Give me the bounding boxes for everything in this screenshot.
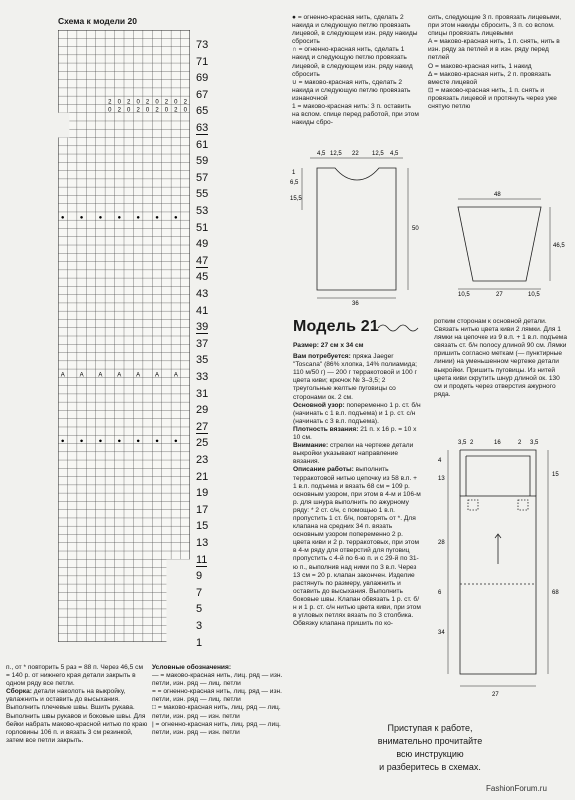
row-number: 67 [196,88,209,101]
row-number: 31 [196,387,209,400]
pattern-bag [430,434,570,704]
dim-label: 12,5 [330,151,342,157]
knitting-chart [58,30,190,642]
chart-notch [58,113,69,138]
stitch-symbol: 2 [145,99,150,106]
stitch-symbol: A [60,372,65,379]
dim-label: 15,5 [290,196,302,202]
legend-item: 1 = маково-красная нить: 3 п. оставить на вспом. спице перед работой, при этом накиды сбро- [292,103,419,127]
pattern-heading: Основной узор: [293,401,345,409]
legend-item: ● = огненно-красная нить, сделать 2 накида и следующую петлю провязать лицевой, в следующем изн. ряду накиды сбросить [292,14,418,46]
stitch-symbol: A [98,372,103,379]
legend-item: сить, следующие 3 п. провязать лицевыми, при этом накиды сбросить, 3 п. со вспом. спицы провязать лицевыми [428,14,562,38]
stitch-symbol: 0 [127,107,131,114]
legend [152,664,284,737]
row-number: 5 [196,603,203,616]
row-number: 71 [196,55,209,68]
row-number: 7 [196,586,203,599]
dim-label: 13 [438,476,445,482]
model21-text-cont [434,318,568,399]
row-number: 49 [196,238,209,251]
pattern-sleeve [436,185,566,300]
wave-ornament-icon [378,322,422,334]
row-number: 37 [196,337,209,350]
row-number: 59 [196,155,209,168]
legend-item: ⊡ = маково-красная нить, 1 п. снять и провязать лицевой и протянуть через уже снятую петлю [428,86,557,111]
row-number: 61 [196,138,209,151]
density-heading: Плотность вязания: [293,425,359,433]
stitch-symbol: 0 [145,107,150,114]
stitch-symbol: ● [98,215,103,222]
stitch-symbol: A [117,372,122,379]
stitch-symbol: 0 [174,99,178,106]
paragraph: ротким сторонам к основной детали. Связать нитью цвета киви 2 лямки. Для 1 лямки на цепочке из 9 в.п. + 1 в.п. подъема связать ст. б/н полосу длиной 90 см. Лямки пришить согласно меткам (— пунктирные линии) на уменьшенном чертеже детали выкройки. Пришить пуговицы. Из нитей цвета киви скрутить шнур длиной ок. 130 см и продеть через отверстия ажурного ряда. [434,318,567,398]
stitch-symbol: A [154,372,160,379]
dim-label: 2 [470,440,474,446]
stitch-symbol: 2 [127,99,131,106]
row-number: 51 [196,221,209,234]
dim-label: 4,5 [390,151,399,157]
dim-label: 22 [352,151,359,157]
density-body: 21 п. x 16 р. = 10 x 10 см. [293,425,417,442]
size-line: Размер: 27 см x 34 см [293,342,364,349]
assembly-body: детали наколоть на выкройку, увлажнить и оставить до высыхания. Выполнить плечевые швы. Вшить рукава. Выполнить швы рукавов и боковые швы. Для бейки набрать маково-красной нитью по краю горловины 106 п. и вязать 3 см резинкой, затем все петли закрыть. [6,688,148,744]
row-number: 55 [196,188,209,201]
dim-label: 6,5 [290,180,299,186]
stitch-symbol: 2 [136,107,140,114]
legend-item: | = огненно-красная нить, лиц. ряд — лиц. петли, изн. ряд — изн. петли [152,720,281,736]
attention-body: стрелки на чертеже детали выкройки указывают направление вязания. [293,442,414,466]
paragraph: п., от * повторить 5 раз = 88 п. Через 46,5 см = 140 р. от нижнего края детали закрыть в одном ряду все петли. [6,664,143,688]
closing-line: и разберитесь в схемах. [379,762,481,772]
legend-item: Δ = маково-красная нить, 2 п. провязать вместе лицевой [428,70,551,86]
stitch-symbol: 0 [164,107,169,114]
row-number: 63 [196,122,209,134]
stitch-symbol: ● [117,438,122,445]
assembly-text [6,664,148,745]
legend-item: — = маково-красная нить, лиц. ряд — изн. петли, изн. ряд — лиц. петли [152,672,283,688]
dim-label: 27 [492,692,499,698]
row-number: 43 [196,288,209,300]
row-number: 35 [196,354,209,367]
closing-line: всю инструкцию [396,749,464,759]
row-number: 19 [196,487,209,500]
closing-line: Приступая к работе, [387,723,473,733]
stitch-symbol: ● [136,215,140,222]
stitch-symbol: 0 [108,107,112,114]
row-number: 53 [196,205,209,217]
dim-label: 4,5 [317,151,326,157]
row-number: 69 [196,72,209,85]
model21-text [293,342,421,628]
site-watermark: FashionForum.ru [486,784,547,793]
stitch-symbol: 2 [174,107,178,114]
dim-label: 10,5 [528,292,540,298]
row-number: 47 [196,254,209,267]
row-number: 41 [196,304,209,317]
model-title: Модель 21 [293,318,379,335]
legend-item: ∪ = маково-красная нить, сделать 2 накида и следующую петлю провязать изнаночной [292,78,411,102]
row-number: 1 [196,636,203,649]
closing-note [300,722,560,774]
row-number: 65 [196,105,209,118]
dim-label: 46,5 [553,243,565,249]
dim-label: 6 [438,590,442,596]
legend-item: □ = маково-красная нить, лиц. ряд — лиц. петли, изн. ряд — изн. петли [152,704,281,720]
legend-item: = = огненно-красная нить, лиц. ряд — изн. петли, изн. ряд — лиц. петли [152,688,282,704]
stitch-symbol: ● [155,215,159,222]
stitch-symbol: 2 [164,99,169,106]
symbols-legend-a [292,14,420,127]
pattern-body-text: попеременно 1 р. ст. б/н (начинать с 1 в.п. подъема) и 1 р. ст. с/н (начинать с 3 в.п. подъема). [293,401,421,425]
scheme-title: Схема к модели 20 [58,16,137,26]
legend-title: Условные обозначения: [152,664,232,671]
row-number: 73 [196,39,209,51]
stitch-symbol: ● [174,438,178,445]
legend-item: A = маково-красная нить, 1 п. снять, нить в изн. ряду за петлей и в изн. ряду перед петлей [428,38,560,62]
stitch-symbol: ● [79,215,84,222]
dim-label: 68 [552,590,559,596]
stitch-symbol: 0 [155,99,159,106]
row-number: 11 [196,553,208,566]
stitch-symbol: 2 [117,107,121,114]
row-number: 3 [196,620,203,632]
dim-label: 15 [552,472,559,478]
symbols-legend-b [428,14,566,111]
stitch-symbol: ● [98,438,103,445]
legend-item: O = маково-красная нить, 1 накид [428,62,532,70]
row-number: 39 [196,321,209,334]
dim-label: 16 [494,440,501,446]
stitch-symbol: 0 [117,99,121,106]
stitch-symbol: 0 [136,99,140,106]
dim-label: 34 [438,630,445,636]
stitch-symbol: ● [60,215,65,222]
materials-body: пряжа Jaeger "Toscana" (86% хлопка, 14% полиамида; 110 м/50 г) — 200 г терракотовой и 100 г цвета киви; крючок № 3–3,5; 2 треугольные желтые пуговицы со сторонами ок. 2 см. [293,353,417,401]
stitch-symbol: A [173,372,178,379]
row-number: 33 [196,371,209,383]
stitch-symbol: ● [155,438,159,445]
dim-label: 48 [494,192,501,198]
stitch-symbol: ● [174,215,178,222]
dim-label: 1 [292,170,296,176]
stitch-symbol: ● [79,438,84,445]
row-number: 13 [196,537,209,549]
dim-label: 2 [518,440,522,446]
row-number: 45 [196,271,209,284]
dim-label: 27 [496,292,503,298]
row-number: 15 [196,520,209,533]
work-body: выполнить терракотовой нитью цепочку из 58 в.п. + 1 в.п. подъема и вязать 68 см = 109 р. основным узором, при этом в 4-м и 106-м р. для шнура выполнить по ажурному ряду: * 2 ст. с/н, с помощью 1 в.п. пропустить 1 ст. б/н, повторять от *. Для клапана на средних 34 п. вязать основным узором попеременно 2 р. цвета киви и 2 р. терракотовых, при этом в 4-м ряду для отверстий для пуговиц пропустить с 4-й по 6-ю п. и с 29-й по 31-ю п., выполнив над ними по 3 в.п. Через 13 см = 20 р. клапан закончен. Изделие растянуть по размеру, увлажнить и оставить до высыхания. Выполнить боковые швы. Клапан обвязать 1 р. ст. б/н и 1 р. ст. с/н нитью цвета киви, при этом в угловых петлях вязать по 3 столбика. Обвязку клапана пришить по ко- [293,466,421,628]
row-number: 29 [196,404,209,417]
stitch-symbol: ● [136,438,140,445]
stitch-symbol: 2 [108,99,112,106]
dim-label: 36 [352,301,359,305]
dim-label: 3,5 [530,440,539,446]
stitch-symbol: 2 [155,107,159,114]
legend-item: ∩ = огненно-красная нить, сделать 1 накид и следующую петлю провязать лицевой, в следующем изн. ряду накид сбросить [292,46,413,78]
row-number: 17 [196,503,209,516]
dim-label: 50 [412,226,419,232]
row-number: 21 [196,470,209,483]
stitch-symbol: 2 [183,99,187,106]
row-number: 25 [196,437,209,450]
assembly-heading: Сборка: [6,688,32,696]
dim-label: 3,5 [458,440,467,446]
row-number: 23 [196,454,209,466]
row-number: 9 [196,570,203,583]
dim-label: 28 [438,540,445,546]
knitting-chart-grid [58,30,190,642]
dim-label: 4 [438,458,442,464]
pattern-body [290,140,430,305]
chart-notch [166,559,190,642]
stitch-symbol: ● [117,215,122,222]
dim-label: 10,5 [458,292,470,298]
closing-line: внимательно прочитайте [377,736,483,746]
stitch-symbol: 0 [183,107,187,114]
stitch-symbol: ● [60,438,65,445]
stitch-symbol: A [79,372,84,379]
attention-heading: Внимание: [293,442,329,450]
work-heading: Описание работы: [293,466,354,474]
materials-heading: Вам потребуется: [293,353,351,361]
dim-label: 12,5 [372,151,384,157]
row-number: 57 [196,171,209,184]
row-number: 27 [196,420,209,433]
stitch-symbol: A [136,372,141,379]
